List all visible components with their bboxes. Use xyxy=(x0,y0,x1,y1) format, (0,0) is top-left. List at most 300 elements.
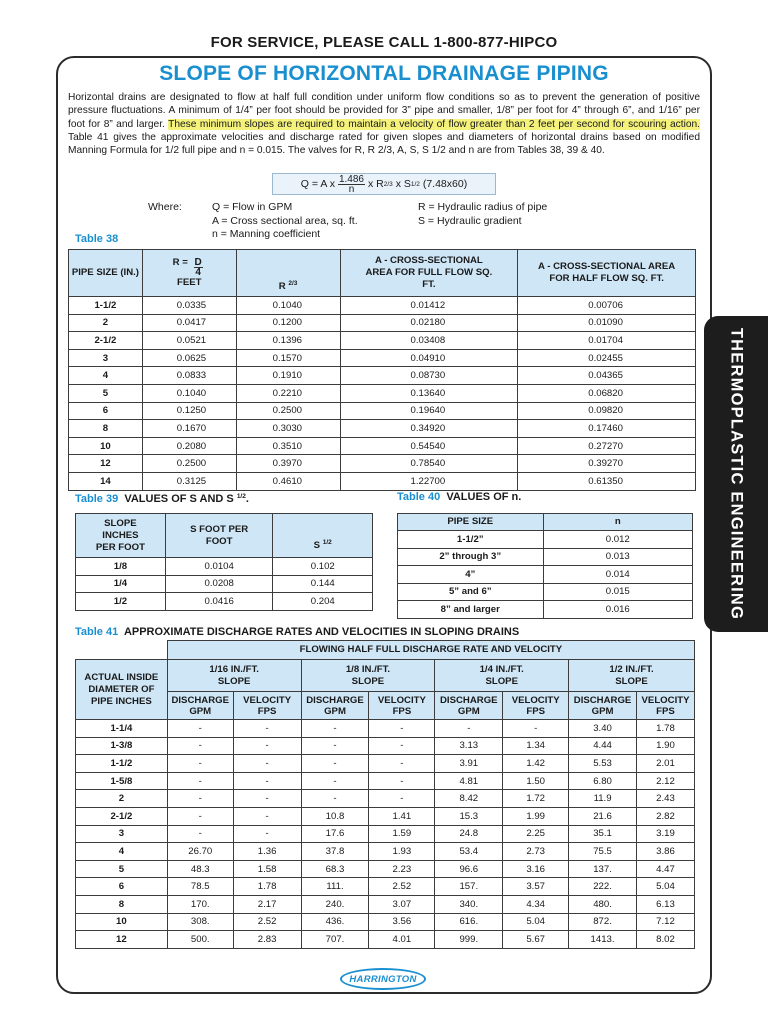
t39-row-cell: 1/8 xyxy=(76,558,166,576)
t38-row-cell: 2-1/2 xyxy=(69,332,143,350)
where-a: A = Cross sectional area, sq. ft. xyxy=(212,214,358,227)
t38-row-cell: 0.1670 xyxy=(142,420,236,438)
t41-row-cell: 24.8 xyxy=(435,825,503,843)
t39-row-cell: 1/4 xyxy=(76,575,166,593)
table41-label: Table 41 xyxy=(75,626,119,638)
t41-row-cell: - xyxy=(301,720,369,738)
t38-r-frac xyxy=(194,258,203,277)
t38-row-cell: 0.13640 xyxy=(340,384,518,402)
t41-header-slope-1-16: 1/16 IN./FT. SLOPE xyxy=(167,660,301,692)
t41-row-cell: - xyxy=(233,737,301,755)
t40-row xyxy=(398,531,693,549)
t41-row-cell: 2.25 xyxy=(503,825,569,843)
formula-r-exp: 2/3 xyxy=(383,180,393,188)
t41-row-cell: 1-3/8 xyxy=(76,737,168,755)
t41-row-cell: 37.8 xyxy=(301,843,369,861)
t38-row-cell: 0.0625 xyxy=(142,349,236,367)
t41-row xyxy=(76,895,695,913)
t41-row-cell: 1.50 xyxy=(503,772,569,790)
t39-row-cell: 0.204 xyxy=(273,593,373,611)
t41-row-cell: 10.8 xyxy=(301,807,369,825)
t38-row xyxy=(69,455,696,473)
t40-row-cell: 0.015 xyxy=(543,583,692,601)
t41-row xyxy=(76,737,695,755)
t38-row xyxy=(69,332,696,350)
t38-row-cell: 0.03408 xyxy=(340,332,518,350)
t41-row-cell: 1.34 xyxy=(503,737,569,755)
t38-row-cell: 0.1040 xyxy=(236,297,340,315)
t41-row-cell: 2.52 xyxy=(233,913,301,931)
t41-row xyxy=(76,720,695,738)
t38-row xyxy=(69,349,696,367)
t39-s12: S xyxy=(313,540,321,551)
t41-row-cell: - xyxy=(233,755,301,773)
t40-row-cell: 0.014 xyxy=(543,566,692,584)
t41-row-cell: 6.13 xyxy=(637,895,695,913)
t38-row-cell: 12 xyxy=(69,455,143,473)
service-phone-header: FOR SERVICE, PLEASE CALL 1-800-877-HIPCO xyxy=(210,34,558,51)
t41-row-cell: 21.6 xyxy=(569,807,637,825)
t41-row-cell: 707. xyxy=(301,931,369,949)
t38-row-cell: 0.3125 xyxy=(142,472,236,490)
where-n: n = Manning coefficient xyxy=(212,228,321,241)
t38-row-cell: 0.4610 xyxy=(236,472,340,490)
t39-header-slope: SLOPE INCHES PER FOOT xyxy=(76,514,166,558)
t41-row-cell: - xyxy=(167,755,233,773)
t41-row-cell: 5.67 xyxy=(503,931,569,949)
where-q: Q = Flow in GPM xyxy=(212,201,293,213)
t41-row-cell: 3 xyxy=(76,825,168,843)
t38-row-cell: 0.1040 xyxy=(142,384,236,402)
t41-row-cell: 3.07 xyxy=(369,895,435,913)
t41-row-cell: 111. xyxy=(301,878,369,896)
t38-row-cell: 0.78540 xyxy=(340,455,518,473)
t38-row-cell: 4 xyxy=(69,367,143,385)
t39-row-cell: 0.102 xyxy=(273,558,373,576)
t41-row-cell: 4 xyxy=(76,843,168,861)
t41-row-cell: 5.04 xyxy=(503,913,569,931)
where-s: S = Hydraulic gradient xyxy=(418,214,522,227)
t38-row-cell: 0.2500 xyxy=(142,455,236,473)
table39-title xyxy=(75,493,249,505)
t40-row-cell: 5” and 6” xyxy=(398,583,544,601)
t38-row-cell: 0.0335 xyxy=(142,297,236,315)
t41-row-cell: 15.3 xyxy=(435,807,503,825)
t41-row xyxy=(76,931,695,949)
t38-row-cell: 1-1/2 xyxy=(69,297,143,315)
t41-row-cell: 308. xyxy=(167,913,233,931)
t41-row-cell: 2.23 xyxy=(369,860,435,878)
t41-row xyxy=(76,807,695,825)
formula-numerator: 1.486 xyxy=(338,173,364,185)
t38-r-num: D xyxy=(194,257,202,268)
t41-row-cell: - xyxy=(167,807,233,825)
t38-row-cell: 0.27270 xyxy=(518,437,696,455)
t38-row-cell: 0.2210 xyxy=(236,384,340,402)
t41-body xyxy=(76,720,695,949)
t41-header-slope-1-2: 1/2 IN./FT. SLOPE xyxy=(569,660,695,692)
t38-row-cell: 0.2080 xyxy=(142,437,236,455)
table39-title-end: . xyxy=(245,493,249,505)
t38-row-cell: 8 xyxy=(69,420,143,438)
table38-title xyxy=(75,233,118,245)
t38-row-cell: 0.2500 xyxy=(236,402,340,420)
t38-row-cell: 0.1910 xyxy=(236,367,340,385)
t41-row-cell: 500. xyxy=(167,931,233,949)
t38-row-cell: 0.1200 xyxy=(236,314,340,332)
t41-row-cell: - xyxy=(233,790,301,808)
t41-row xyxy=(76,755,695,773)
t38-row-cell: 0.0417 xyxy=(142,314,236,332)
t41-row-cell: 2.43 xyxy=(637,790,695,808)
intro-text-1: Horizontal drains are designated to flow at half full condition under uniform flow conditions so as to prevent the generation of positive pressure fluctuations. A minimum of 1/4” per foot should be provided for 3” pipe and smaller, 1/8” per foot for 4” through 6”, and 1/16” per foot for 8” and larger. xyxy=(68,92,700,130)
t41-row-cell: 17.6 xyxy=(301,825,369,843)
table41-title-text: APPROXIMATE DISCHARGE RATES AND VELOCITIES IN SLOPING DRAINS xyxy=(123,626,520,638)
t41-row-cell: 1-1/4 xyxy=(76,720,168,738)
t40-row xyxy=(398,548,693,566)
t39-row-cell: 1/2 xyxy=(76,593,166,611)
t41-row xyxy=(76,843,695,861)
t40-row-cell: 4” xyxy=(398,566,544,584)
table39-label: Table 39 xyxy=(75,493,119,505)
t38-row-cell: 0.1250 xyxy=(142,402,236,420)
t41-row-cell: 1-1/2 xyxy=(76,755,168,773)
t41-header-top: FLOWING HALF FULL DISCHARGE RATE AND VELOCITY xyxy=(167,641,694,660)
t41-row-cell: 157. xyxy=(435,878,503,896)
side-tab-label: THERMOPLASTIC ENGINEERING xyxy=(727,327,746,621)
table41-title xyxy=(75,626,519,638)
t38-r23-exp: 2/3 xyxy=(288,280,298,287)
t39-header-s: S FOOT PER FOOT xyxy=(165,514,273,558)
t41-row-cell: - xyxy=(233,720,301,738)
t41-row-cell: 999. xyxy=(435,931,503,949)
t38-row-cell: 0.02455 xyxy=(518,349,696,367)
t38-row-cell: 2 xyxy=(69,314,143,332)
t38-row-cell: 0.04365 xyxy=(518,367,696,385)
t41-row-cell: - xyxy=(301,737,369,755)
t41-row-cell: 3.40 xyxy=(569,720,637,738)
t41-row-cell: 1.99 xyxy=(503,807,569,825)
t38-header-feet: FEET xyxy=(176,277,202,288)
t38-row-cell: 0.3030 xyxy=(236,420,340,438)
t41-row-cell: 26.70 xyxy=(167,843,233,861)
formula-s-exp: 1/2 xyxy=(410,180,420,188)
t41-row-cell: 2 xyxy=(76,790,168,808)
t38-row xyxy=(69,472,696,490)
t38-header-r23 xyxy=(236,250,340,297)
t41-row-cell: 75.5 xyxy=(569,843,637,861)
t40-header-n: n xyxy=(543,514,692,531)
t41-row-cell: 35.1 xyxy=(569,825,637,843)
t41-row-cell: 2.12 xyxy=(637,772,695,790)
t38-row-cell: 0.34920 xyxy=(340,420,518,438)
t41-row-cell: 137. xyxy=(569,860,637,878)
t38-row-cell: 0.3510 xyxy=(236,437,340,455)
t41-row-cell: 222. xyxy=(569,878,637,896)
t41-row-cell: 6 xyxy=(76,878,168,896)
where-r: R = Hydraulic radius of pipe xyxy=(418,201,548,213)
t38-row-cell: 0.1396 xyxy=(236,332,340,350)
table-38 xyxy=(68,249,696,491)
table-41 xyxy=(75,640,695,949)
t40-row-cell: 8” and larger xyxy=(398,601,544,619)
t38-row xyxy=(69,367,696,385)
t41-row-cell: 1.36 xyxy=(233,843,301,861)
t41-row-cell: 4.34 xyxy=(503,895,569,913)
t41-row-cell: 96.6 xyxy=(435,860,503,878)
t38-row-cell: 10 xyxy=(69,437,143,455)
t41-header-velocity: VELOCITY FPS xyxy=(369,692,435,720)
t38-r-eq: R = xyxy=(172,257,188,268)
intro-paragraph xyxy=(68,91,700,157)
t38-row xyxy=(69,314,696,332)
t41-row-cell: 5 xyxy=(76,860,168,878)
t38-row-cell: 0.09820 xyxy=(518,402,696,420)
t41-row-cell: - xyxy=(233,807,301,825)
t38-row-cell: 0.01704 xyxy=(518,332,696,350)
t41-header-velocity: VELOCITY FPS xyxy=(637,692,695,720)
t39-body xyxy=(76,558,373,611)
t38-row-cell: 0.0521 xyxy=(142,332,236,350)
t39-row xyxy=(76,593,373,611)
t41-row-cell: 340. xyxy=(435,895,503,913)
formula-lhs: Q = A x xyxy=(300,178,335,190)
t38-row-cell: 0.01412 xyxy=(340,297,518,315)
t41-row-cell: - xyxy=(167,825,233,843)
t38-row-cell: 0.0833 xyxy=(142,367,236,385)
table40-title-text: VALUES OF n. xyxy=(446,491,522,503)
t41-row-cell: - xyxy=(167,772,233,790)
t38-row-cell: 0.3970 xyxy=(236,455,340,473)
t41-row-cell: 53.4 xyxy=(435,843,503,861)
t40-header-pipe: PIPE SIZE xyxy=(398,514,544,531)
t41-row-cell: - xyxy=(301,755,369,773)
t41-row-cell: 3.86 xyxy=(637,843,695,861)
t41-header-discharge: DISCHARGE GPM xyxy=(569,692,637,720)
t41-row-cell: 4.44 xyxy=(569,737,637,755)
t41-row-cell: 12 xyxy=(76,931,168,949)
t39-header-s12 xyxy=(273,514,373,558)
table40-title xyxy=(397,491,521,503)
t41-row xyxy=(76,913,695,931)
t38-header-area-half: A - CROSS-SECTIONAL AREA FOR HALF FLOW SQ. FT. xyxy=(518,250,696,297)
t41-row-cell: 48.3 xyxy=(167,860,233,878)
t41-header-slope-1-4: 1/4 IN./FT. SLOPE xyxy=(435,660,569,692)
t38-row xyxy=(69,420,696,438)
t41-row-cell: 5.04 xyxy=(637,878,695,896)
t38-body xyxy=(69,297,696,491)
table39-title-exp: 1/2 xyxy=(236,493,246,500)
t40-row-cell: 0.012 xyxy=(543,531,692,549)
t41-header-discharge: DISCHARGE GPM xyxy=(301,692,369,720)
where-label: Where: xyxy=(148,201,182,213)
t41-row-cell: 3.56 xyxy=(369,913,435,931)
formula-denominator: n xyxy=(348,183,355,195)
t38-row-cell: 0.01090 xyxy=(518,314,696,332)
t41-subheader-row xyxy=(76,692,695,720)
t41-row-cell: 2.82 xyxy=(637,807,695,825)
t41-header-velocity: VELOCITY FPS xyxy=(503,692,569,720)
where-defs-left xyxy=(212,201,358,242)
table39-title-text: VALUES OF S AND S xyxy=(124,493,234,505)
t41-row-cell: - xyxy=(369,790,435,808)
t41-row-cell: - xyxy=(233,772,301,790)
t41-row-cell: 1.78 xyxy=(637,720,695,738)
t41-row-cell: 872. xyxy=(569,913,637,931)
t40-row-cell: 2” through 3” xyxy=(398,548,544,566)
t38-row-cell: 0.19640 xyxy=(340,402,518,420)
t41-row-cell: 7.12 xyxy=(637,913,695,931)
t41-row-cell: 1.58 xyxy=(233,860,301,878)
t38-row-cell: 0.1570 xyxy=(236,349,340,367)
intro-text-2: Table 41 gives the approximate velocities and discharge rated for given slopes and diameters of horizontal drains based on modified Manning Formula for 1/2 full pipe and n = 0.015. The valves for R, R 2/3, A, S, S 1/2 and n are from Tables 38, 39 & 40. xyxy=(68,131,700,157)
t41-row-cell: 3.19 xyxy=(637,825,695,843)
t41-row-cell: - xyxy=(301,790,369,808)
t41-row-cell: 436. xyxy=(301,913,369,931)
t38-row-cell: 0.61350 xyxy=(518,472,696,490)
t41-row-cell: - xyxy=(167,790,233,808)
t41-row-cell: 4.01 xyxy=(369,931,435,949)
t38-row-cell: 6 xyxy=(69,402,143,420)
t41-row xyxy=(76,772,695,790)
t41-row-cell: 2.17 xyxy=(233,895,301,913)
t41-header-discharge: DISCHARGE GPM xyxy=(167,692,233,720)
t38-header-r-eq xyxy=(143,257,236,277)
t41-row-cell: 68.3 xyxy=(301,860,369,878)
table-40 xyxy=(397,513,693,619)
t41-row-cell: 1.72 xyxy=(503,790,569,808)
t41-row-cell: 6.80 xyxy=(569,772,637,790)
t38-row-cell: 5 xyxy=(69,384,143,402)
t38-row-cell: 3 xyxy=(69,349,143,367)
t41-row-cell: - xyxy=(167,737,233,755)
t41-row-cell: 8 xyxy=(76,895,168,913)
t38-row xyxy=(69,437,696,455)
t38-row-cell: 14 xyxy=(69,472,143,490)
formula-s: x S xyxy=(395,178,411,190)
t39-row xyxy=(76,575,373,593)
t41-header-discharge: DISCHARGE GPM xyxy=(435,692,503,720)
t38-row-cell: 1.22700 xyxy=(340,472,518,490)
t38-header-area-full: A - CROSS-SECTIONAL AREA FOR FULL FLOW SQ. FT. xyxy=(340,250,518,297)
t38-row-cell: 0.06820 xyxy=(518,384,696,402)
t41-row-cell: 2-1/2 xyxy=(76,807,168,825)
t41-row xyxy=(76,825,695,843)
t41-row-cell: 1.42 xyxy=(503,755,569,773)
t41-row-cell: - xyxy=(503,720,569,738)
t41-row xyxy=(76,790,695,808)
t41-row-cell: - xyxy=(369,772,435,790)
t41-row-cell: - xyxy=(369,720,435,738)
t41-row-cell: 3.91 xyxy=(435,755,503,773)
t41-row-cell: 1413. xyxy=(569,931,637,949)
table38-label: Table 38 xyxy=(75,233,119,245)
t41-row-cell: 616. xyxy=(435,913,503,931)
t41-row-cell: 170. xyxy=(167,895,233,913)
t39-row xyxy=(76,558,373,576)
t41-row-cell: 3.57 xyxy=(503,878,569,896)
t38-row-cell: 0.04910 xyxy=(340,349,518,367)
t41-row-cell: - xyxy=(369,737,435,755)
formula-fraction xyxy=(338,175,365,194)
t38-header-pipe: PIPE SIZE (IN.) xyxy=(69,250,143,297)
harrington-logo: HARRINGTON xyxy=(340,968,426,990)
t41-row-cell: - xyxy=(233,825,301,843)
t41-row-cell: 480. xyxy=(569,895,637,913)
t41-row-cell: - xyxy=(167,720,233,738)
t38-row-cell: 0.00706 xyxy=(518,297,696,315)
t41-row-cell: 2.01 xyxy=(637,755,695,773)
t38-row-cell: 0.17460 xyxy=(518,420,696,438)
t38-row xyxy=(69,384,696,402)
t38-row-cell: 0.02180 xyxy=(340,314,518,332)
t41-row-cell: 4.81 xyxy=(435,772,503,790)
t41-header-diameter: ACTUAL INSIDE DIAMETER OF PIPE INCHES xyxy=(76,660,168,720)
manning-formula xyxy=(272,173,496,195)
t41-row-cell: 3.16 xyxy=(503,860,569,878)
t41-row-cell: 5.53 xyxy=(569,755,637,773)
t39-row-cell: 0.0104 xyxy=(165,558,273,576)
t41-row xyxy=(76,860,695,878)
t40-row xyxy=(398,583,693,601)
t41-row-cell: 1.93 xyxy=(369,843,435,861)
t41-row-cell: 8.42 xyxy=(435,790,503,808)
t41-row-cell: 1.78 xyxy=(233,878,301,896)
t41-row-cell: 2.83 xyxy=(233,931,301,949)
t38-row xyxy=(69,297,696,315)
section-side-tab xyxy=(704,316,768,632)
t39-row-cell: 0.144 xyxy=(273,575,373,593)
t38-r-den: 4 xyxy=(195,267,201,278)
t38-r23: R xyxy=(278,281,286,292)
t41-row-cell: 240. xyxy=(301,895,369,913)
t41-row-cell: - xyxy=(369,755,435,773)
t41-row-cell: - xyxy=(301,772,369,790)
t41-row-cell: 8.02 xyxy=(637,931,695,949)
t41-header-blank xyxy=(76,641,168,660)
table40-label: Table 40 xyxy=(397,491,441,503)
t41-row-cell: 2.52 xyxy=(369,878,435,896)
formula-r: x R xyxy=(367,178,384,190)
t41-row-cell: 2.73 xyxy=(503,843,569,861)
t39-row-cell: 0.0416 xyxy=(165,593,273,611)
t41-row-cell: 1.90 xyxy=(637,737,695,755)
t38-row-cell: 0.54540 xyxy=(340,437,518,455)
t41-row-cell: 78.5 xyxy=(167,878,233,896)
t40-row xyxy=(398,566,693,584)
t41-row-cell: 1.59 xyxy=(369,825,435,843)
t41-header-slope-1-8: 1/8 IN./FT. SLOPE xyxy=(301,660,435,692)
intro-highlight: These minimum slopes are required to maintain a velocity of flow greater than 2 feet per second for scouring action. xyxy=(168,118,701,130)
t38-row-cell: 0.39270 xyxy=(518,455,696,473)
t40-body xyxy=(398,531,693,619)
t41-row-cell: 1-5/8 xyxy=(76,772,168,790)
t41-header-velocity: VELOCITY FPS xyxy=(233,692,301,720)
t41-row xyxy=(76,878,695,896)
t40-row-cell: 0.016 xyxy=(543,601,692,619)
t41-row-cell: 10 xyxy=(76,913,168,931)
t41-row-cell: 3.13 xyxy=(435,737,503,755)
t38-row xyxy=(69,402,696,420)
t38-header-r xyxy=(142,250,236,297)
where-defs-right xyxy=(418,201,547,228)
t38-row-cell: 0.08730 xyxy=(340,367,518,385)
t41-row-cell: 11.9 xyxy=(569,790,637,808)
t39-row-cell: 0.0208 xyxy=(165,575,273,593)
t40-row-cell: 0.013 xyxy=(543,548,692,566)
table-39 xyxy=(75,513,373,611)
t40-row-cell: 1-1/2” xyxy=(398,531,544,549)
